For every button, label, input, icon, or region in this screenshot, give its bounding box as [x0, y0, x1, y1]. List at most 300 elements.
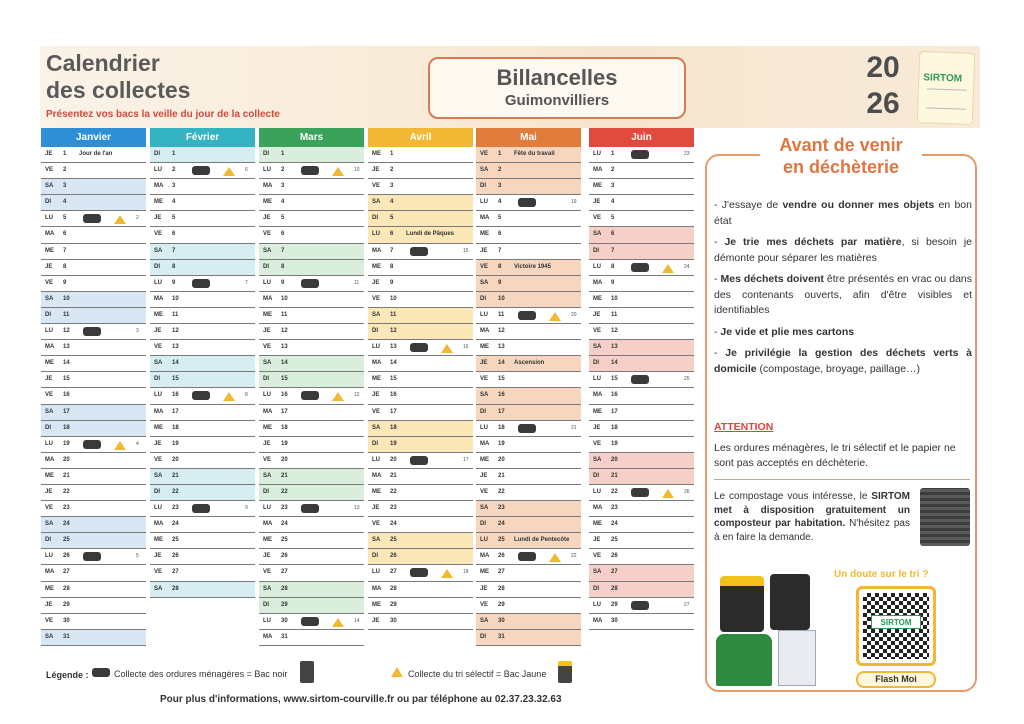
day-number: 17: [390, 408, 397, 415]
day-row: [476, 598, 581, 614]
day-number: 31: [63, 633, 70, 640]
day-row: [259, 437, 364, 453]
week-number: 10: [354, 167, 360, 174]
flash-moi-button[interactable]: Flash Moi: [856, 671, 936, 688]
day-number: 28: [63, 585, 70, 592]
day-row: [41, 308, 146, 324]
day-number: 5: [281, 215, 285, 222]
day-row: [368, 388, 473, 404]
day-name: ME: [372, 376, 381, 383]
day-row: [150, 437, 255, 453]
day-row: [476, 147, 581, 163]
day-number: 20: [281, 456, 288, 463]
day-name: SA: [154, 472, 163, 479]
day-row: [41, 598, 146, 614]
day-row: [589, 421, 694, 437]
day-number: 11: [63, 311, 70, 318]
day-row: [476, 324, 581, 340]
day-name: VE: [480, 601, 489, 608]
tip-item: [714, 198, 972, 229]
day-row: [368, 179, 473, 195]
day-number: 13: [390, 344, 397, 351]
day-number: 8: [172, 263, 176, 270]
black-bin-marker-icon: [192, 166, 210, 175]
day-name: JE: [480, 472, 488, 479]
yellow-triangle-icon: [441, 344, 453, 353]
day-number: 11: [390, 311, 397, 318]
day-name: ME: [263, 537, 272, 544]
day-name: ME: [154, 424, 163, 431]
day-row: [41, 421, 146, 437]
day-name: ME: [372, 488, 381, 495]
black-bin-marker-icon: [301, 617, 319, 626]
day-name: LU: [372, 456, 380, 463]
qr-grid: [863, 593, 929, 659]
day-number: 16: [172, 392, 179, 399]
day-number: 9: [390, 279, 394, 286]
black-bin-marker-icon: [631, 601, 649, 610]
day-name: DI: [45, 199, 51, 206]
day-name: JE: [154, 553, 162, 560]
day-row: [476, 421, 581, 437]
day-row: [589, 549, 694, 565]
day-number: 3: [281, 183, 285, 190]
day-number: 26: [390, 553, 397, 560]
day-row: [368, 163, 473, 179]
day-number: 11: [611, 311, 618, 318]
day-number: 17: [172, 408, 179, 415]
day-number: 4: [172, 199, 176, 206]
day-name: JE: [45, 488, 53, 495]
day-name: VE: [480, 376, 489, 383]
day-number: 1: [498, 151, 502, 157]
day-row: [150, 179, 255, 195]
day-name: ME: [263, 199, 272, 206]
day-name: VE: [593, 215, 602, 222]
day-number: 28: [611, 585, 618, 592]
day-name: JE: [372, 167, 380, 174]
town-box: [428, 57, 686, 119]
day-name: ME: [480, 456, 489, 463]
day-name: ME: [480, 569, 489, 576]
day-name: MA: [372, 472, 382, 479]
day-row: [476, 485, 581, 501]
day-row: [150, 211, 255, 227]
day-name: DI: [263, 263, 269, 270]
day-number: 6: [63, 231, 67, 238]
town-name-2: Guimonvilliers: [504, 92, 610, 109]
compost-bold: SIRTOM met à disposition gratuitement un composteur par habitation.: [714, 491, 910, 529]
tip-bold: Je privilégie la gestion des déchets verts à domicile: [714, 347, 972, 375]
week-number: 12: [354, 392, 360, 399]
day-row: [476, 227, 581, 243]
day-name: JE: [593, 199, 601, 206]
day-row: [41, 388, 146, 404]
day-row: [368, 260, 473, 276]
day-number: 3: [172, 183, 176, 190]
day-row: [259, 405, 364, 421]
day-name: DI: [45, 311, 51, 318]
day-number: 18: [611, 424, 618, 431]
day-number: 3: [63, 183, 67, 190]
day-number: 10: [281, 295, 288, 302]
day-name: MA: [45, 569, 55, 576]
day-row: [150, 163, 255, 179]
month-5: [589, 128, 694, 630]
black-bin-marker-icon: [518, 424, 536, 433]
day-row: [476, 260, 581, 276]
holiday-label: Fête du travail: [514, 151, 555, 157]
day-number: 19: [498, 440, 505, 447]
day-number: 2: [281, 167, 285, 174]
month-3: [368, 128, 473, 630]
day-name: DI: [480, 521, 486, 528]
day-number: 8: [498, 263, 502, 270]
day-row: [368, 324, 473, 340]
week-number: 19: [571, 199, 577, 206]
day-name: JE: [154, 328, 162, 335]
black-bin-marker-icon: [301, 391, 319, 400]
day-number: 20: [63, 456, 70, 463]
day-number: 31: [498, 633, 505, 640]
day-name: DI: [263, 151, 269, 157]
day-row: [368, 582, 473, 598]
day-row: [259, 614, 364, 630]
day-number: 15: [611, 376, 618, 383]
black-bin-marker-icon: [410, 568, 428, 577]
day-row: [41, 340, 146, 356]
day-row: [150, 421, 255, 437]
day-row: [368, 453, 473, 469]
day-row: [259, 469, 364, 485]
day-number: 20: [498, 456, 505, 463]
black-bin-marker-icon: [83, 552, 101, 561]
day-row: [41, 453, 146, 469]
day-row: [150, 388, 255, 404]
day-name: LU: [263, 279, 271, 286]
day-number: 23: [498, 505, 505, 512]
day-name: JE: [372, 279, 380, 286]
week-number: 27: [684, 601, 690, 608]
day-row: [476, 195, 581, 211]
day-name: LU: [45, 328, 53, 335]
day-row: [259, 630, 364, 646]
day-row: [368, 356, 473, 372]
day-name: VE: [372, 408, 381, 415]
day-name: SA: [263, 472, 272, 479]
compost-pre: Le compostage vous intéresse, le: [714, 491, 872, 502]
day-number: 14: [498, 360, 505, 367]
day-name: LU: [154, 505, 162, 512]
green-glass-bin-icon: [716, 634, 772, 686]
day-name: SA: [154, 585, 163, 592]
day-name: LU: [45, 553, 53, 560]
day-number: 21: [281, 472, 288, 479]
day-row: [476, 630, 581, 646]
day-row: [368, 614, 473, 630]
day-name: SA: [593, 569, 602, 576]
day-row: [589, 227, 694, 243]
day-name: DI: [593, 585, 599, 592]
day-number: 21: [611, 472, 618, 479]
day-name: LU: [263, 392, 271, 399]
tips-list: [714, 198, 972, 383]
day-name: VE: [593, 440, 602, 447]
day-name: MA: [593, 279, 603, 286]
day-name: MA: [593, 617, 603, 624]
day-name: LU: [480, 199, 488, 206]
day-name: ME: [593, 521, 602, 528]
day-name: LU: [45, 440, 53, 447]
day-number: 4: [498, 199, 502, 206]
day-row: [41, 582, 146, 598]
day-name: SA: [154, 360, 163, 367]
tip-post: en bon état: [714, 199, 972, 227]
day-row: [589, 356, 694, 372]
day-row: [259, 501, 364, 517]
tip-post: , si besoin je démonte pour séparer les matières: [714, 236, 972, 264]
week-number: 3: [136, 328, 139, 335]
day-row: [259, 356, 364, 372]
tip-pre: - J'essaye de: [714, 199, 783, 211]
day-name: SA: [263, 585, 272, 592]
compost-text: [714, 490, 910, 544]
day-number: 26: [172, 553, 179, 560]
tip-post: (compostage, broyage, paillage…): [756, 362, 921, 375]
day-name: ME: [593, 295, 602, 302]
day-name: LU: [593, 601, 601, 608]
day-number: 9: [611, 279, 615, 286]
day-name: JE: [593, 537, 601, 544]
attention-text: Les ordures ménagères, le tri sélectif et le papier ne sont pas acceptés en déchèterie.: [714, 442, 956, 469]
day-row: [259, 292, 364, 308]
sirtom-logo-card: [917, 51, 975, 125]
day-name: ME: [593, 183, 602, 190]
day-row: [476, 356, 581, 372]
day-name: LU: [593, 263, 601, 270]
day-name: JE: [593, 424, 601, 431]
day-name: SA: [480, 279, 489, 286]
compost-post: N'hésitez pas à en faire la demande.: [714, 518, 910, 543]
day-row: [41, 405, 146, 421]
bins-illustration: [712, 566, 824, 688]
day-name: VE: [154, 231, 163, 238]
day-row: [259, 276, 364, 292]
day-row: [589, 517, 694, 533]
day-row: [589, 533, 694, 549]
black-bin-marker-icon: [410, 343, 428, 352]
day-name: LU: [593, 376, 601, 383]
day-number: 25: [390, 537, 397, 544]
black-bin-marker-icon: [518, 311, 536, 320]
day-number: 13: [63, 344, 70, 351]
day-number: 27: [498, 569, 505, 576]
day-number: 6: [390, 231, 394, 238]
yellow-triangle-icon: [332, 392, 344, 401]
holiday-label: Lundi de Pâques: [406, 231, 455, 238]
day-row: [150, 485, 255, 501]
day-name: DI: [263, 488, 269, 495]
yellow-triangle-icon: [549, 312, 561, 321]
week-number: 23: [684, 151, 690, 157]
day-row: [259, 372, 364, 388]
day-name: JE: [263, 553, 271, 560]
month-header: Avril: [368, 128, 473, 147]
day-name: VE: [372, 295, 381, 302]
day-number: 11: [281, 311, 288, 318]
day-number: 19: [172, 440, 179, 447]
day-number: 7: [281, 247, 285, 254]
day-row: [41, 163, 146, 179]
day-number: 24: [611, 521, 618, 528]
day-number: 3: [390, 183, 394, 190]
day-row: [259, 549, 364, 565]
day-name: ME: [45, 360, 54, 367]
week-number: 18: [463, 569, 469, 576]
yellow-triangle-icon: [662, 264, 674, 273]
paper-bin-icon: [778, 630, 816, 686]
week-number: 8: [245, 392, 248, 399]
day-number: 26: [498, 553, 505, 560]
day-number: 16: [498, 392, 505, 399]
day-row: [150, 469, 255, 485]
day-name: JE: [593, 311, 601, 318]
day-row: [259, 565, 364, 581]
day-row: [368, 549, 473, 565]
day-number: 21: [63, 472, 70, 479]
day-row: [259, 195, 364, 211]
month-header: Juin: [589, 128, 694, 147]
week-number: 9: [245, 505, 248, 512]
yellow-triangle-icon: [332, 618, 344, 627]
day-name: DI: [372, 328, 378, 335]
day-name: DI: [263, 601, 269, 608]
day-number: 11: [172, 311, 179, 318]
day-number: 26: [611, 553, 618, 560]
day-row: [150, 356, 255, 372]
day-row: [589, 211, 694, 227]
day-row: [41, 179, 146, 195]
day-number: 30: [498, 617, 505, 624]
day-name: MA: [480, 328, 490, 335]
day-row: [368, 565, 473, 581]
day-name: LU: [480, 311, 488, 318]
day-number: 30: [281, 617, 288, 624]
day-name: ME: [372, 151, 381, 157]
day-number: 5: [63, 215, 67, 222]
tip-bold: Je trie mes déchets par matière: [724, 236, 902, 248]
day-row: [368, 308, 473, 324]
day-number: 14: [390, 360, 397, 367]
day-name: JE: [372, 392, 380, 399]
week-number: 6: [245, 167, 248, 174]
week-number: 17: [463, 456, 469, 463]
day-name: MA: [372, 360, 382, 367]
day-name: DI: [593, 247, 599, 254]
day-row: [150, 147, 255, 163]
day-row: [41, 195, 146, 211]
day-name: LU: [480, 537, 488, 544]
footer-info: Pour plus d'informations, www.sirtom-courville.fr ou par téléphone au 02.37.23.32.63: [160, 694, 562, 705]
day-row: [589, 163, 694, 179]
day-name: MA: [154, 183, 164, 190]
day-name: MA: [154, 295, 164, 302]
day-name: JE: [45, 263, 53, 270]
holiday-label: Lundi de Pentecôte: [514, 537, 570, 544]
day-number: 16: [390, 392, 397, 399]
day-row: [150, 501, 255, 517]
black-bin-marker-icon: [631, 375, 649, 384]
day-row: [476, 517, 581, 533]
day-name: VE: [593, 553, 602, 560]
day-row: [589, 405, 694, 421]
day-number: 13: [172, 344, 179, 351]
day-row: [476, 437, 581, 453]
day-row: [589, 614, 694, 630]
year-label: [858, 50, 908, 122]
day-row: [589, 501, 694, 517]
day-name: DI: [480, 633, 486, 640]
town-name: Billancelles: [496, 65, 618, 90]
day-number: 23: [611, 505, 618, 512]
yellow-triangle-icon: [223, 167, 235, 176]
day-row: [368, 244, 473, 260]
day-name: LU: [372, 344, 380, 351]
day-name: VE: [372, 521, 381, 528]
day-number: 28: [172, 585, 179, 592]
day-name: DI: [593, 472, 599, 479]
black-bin-marker-icon: [83, 440, 101, 449]
day-name: LU: [593, 488, 601, 495]
day-name: JE: [154, 440, 162, 447]
tip-item: [714, 325, 972, 341]
day-row: [150, 227, 255, 243]
day-name: VE: [45, 167, 54, 174]
day-number: 24: [498, 521, 505, 528]
holiday-label: Jour de l'an: [79, 151, 113, 157]
day-row: [476, 453, 581, 469]
day-name: SA: [263, 247, 272, 254]
day-name: VE: [263, 231, 272, 238]
day-name: SA: [593, 456, 602, 463]
day-name: VE: [480, 263, 489, 270]
day-name: SA: [372, 424, 381, 431]
day-row: [41, 630, 146, 646]
day-number: 14: [63, 360, 70, 367]
day-name: SA: [154, 247, 163, 254]
day-row: [476, 533, 581, 549]
day-number: 22: [63, 488, 70, 495]
day-number: 17: [63, 408, 70, 415]
day-row: [259, 260, 364, 276]
day-row: [476, 501, 581, 517]
day-row: [41, 227, 146, 243]
day-number: 25: [611, 537, 618, 544]
week-number: 4: [136, 440, 139, 447]
tip-pre: -: [714, 325, 721, 338]
day-name: SA: [45, 408, 54, 415]
qr-label: SIRTOM: [871, 615, 921, 629]
day-name: SA: [45, 183, 54, 190]
day-name: SA: [480, 392, 489, 399]
qr-code[interactable]: [856, 586, 936, 666]
day-number: 23: [281, 505, 288, 512]
legend-label: Légende :: [46, 670, 89, 680]
day-name: VE: [480, 488, 489, 495]
day-name: LU: [154, 279, 162, 286]
day-name: ME: [593, 408, 602, 415]
page-title: [46, 50, 190, 104]
